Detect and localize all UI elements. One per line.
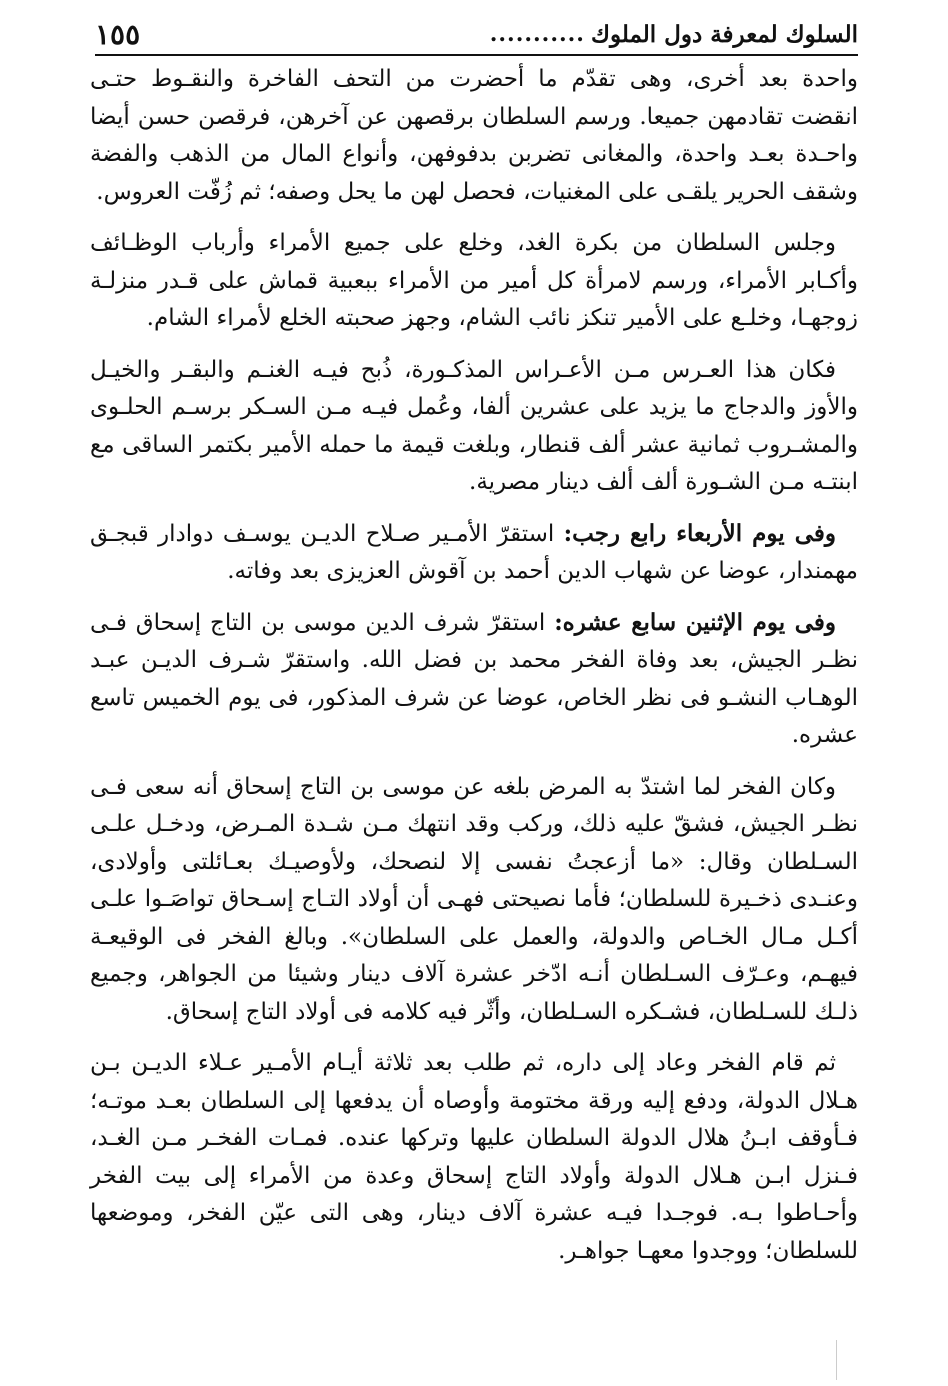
paragraph-text: وجلس السلطان من بكرة الغد، وخلع على جميع الأمراء وأرباب الوظـائف وأكـابر الأمراء، ورسم لامرأة كل أمير من الأمراء ببعبية قماش على قـدر منزلـة زوجهـا، وخلـع على الأمير تنكز نائب الشام، وجهز صحبته الخلع لأمراء الشام. xyxy=(90,230,858,331)
scan-artifact-line xyxy=(836,1340,837,1380)
paragraph-text: واحدة بعد أخرى، وهى تقدّم ما أحضرت من التحف الفاخرة والنقـوط حتـى انقضت تقادمهن جميعا. ورسم السلطان برقصهن عن آخرهن، فرقصن حسن أيضا واحـدة بعـد واحدة، والمغانى تضربن بدفوفهن، وأنواع المال من الذهب والفضة وشقف الحرير يلقـى على المغنيات، فحصل لهن ما يحل وصفه؛ ثم زُفّت العروس. xyxy=(90,66,858,205)
paragraph-7 xyxy=(90,1044,858,1270)
book-title: السلوك لمعرفة دول الملوك xyxy=(590,20,858,48)
paragraph-text: وكان الفخر لما اشتدّ به المرض بلغه عن موسى بن التاج إسحاق أنه سعى فـى نظـر الجيش، فشقّ عليه ذلك، وركب وقد انتهك مـن شـدة المـرض، ودخـل علـى السـلطان وقال: «ما أزعجتُ نفسى إلا لنصحك، ولأوصيـك بعـائلتى وأولادى، وعنـدى ذخـيرة للسلطان؛ فأما نصيحتى فهـى أن أولاد التـاج إسـحاق تواصَـوا علـى أكـل مـال الخـاص والدولة، والعمل على السلطان». وبالغ الفخر فى الوقيعـة فيهـم، وعـرّف السـلطان أنـه ادّخر عشرة آلاف دينار وشيئا من الجواهر، وجميع ذلـك للسـلطان، فشـكره السـلطان، وأثّر فيه كلامه فى أولاد التاج إسحاق. xyxy=(90,773,858,1025)
paragraph-2 xyxy=(90,224,858,338)
paragraph-4 xyxy=(90,515,858,591)
paragraph-lead: وفى يوم الأربعاء رابع رجب: xyxy=(563,519,836,547)
page-number: ١٥٥ xyxy=(95,17,141,51)
paragraph-1 xyxy=(90,60,858,211)
paragraph-text: استقرّ شرف الدين موسى بن التاج إسحاق فـى نظـر الجيش، بعد وفاة الفخر محمد بن فضل الله. واستقرّ شـرف الديـن عبـد الوهـاب النشـو فى نظر الخاص، عوضا عن شرف المذكور، فى يوم الخميس تاسع عشره. xyxy=(90,609,858,748)
paragraph-text: فكان هذا العـرس مـن الأعـراس المذكـورة، ذُبح فيـه الغنـم والبقـر والخيـل والأوز والدجاج ما يزيد على عشرين ألفا، وعُمل فيـه مـن السـكر برسـم الحلـوى والمشـروب ثمانية عشر ألف قنطار، وبلغت قيمة ما حمله الأمير بكتمر الساقى مع ابنتـه مـن الشـورة ألف ألف دينار مصرية. xyxy=(90,356,858,495)
paragraph-text: استقرّ الأمـير صـلاح الديـن يوسـف دوادار قبجـق مهمندار، عوضا عن شهاب الدين أحمد بن آقوش العزيزى بعد وفاته. xyxy=(90,520,858,584)
paragraph-lead: وفى يوم الإثنين سابع عشره: xyxy=(554,608,836,636)
body-text xyxy=(90,60,858,1283)
running-title xyxy=(490,21,858,48)
paragraph-text: ثم قام الفخر وعاد إلى داره، ثم طلب بعد ثلاثة أيـام الأمـير عـلاء الديـن بـن هـلال الدولة، ودفع إليه ورقة مختومة وأوصاه أن يدفعها إلى السلطان بعـد موتـه؛ فـأوقف ابـنُ هلال الدولة السلطان عليها وتركها عنده. فمـات الفخـر مـن الغـد، فـنزل ابـن هـلال الدولة وأولاد التاج إسحاق وعدة من الأمراء إلى بيت الفخر وأحـاطوا بـه. فوجـدا فيـه عشرة آلاف دينار، وهى التى عيّن الفخر، وموضعها للسلطان؛ ووجدوا معهـا جواهـر. xyxy=(90,1050,858,1264)
paragraph-6 xyxy=(90,768,858,1032)
paragraph-3 xyxy=(90,351,858,502)
paragraph-5 xyxy=(90,604,858,755)
dot-leader: ........... xyxy=(489,21,585,47)
running-header xyxy=(95,14,858,56)
